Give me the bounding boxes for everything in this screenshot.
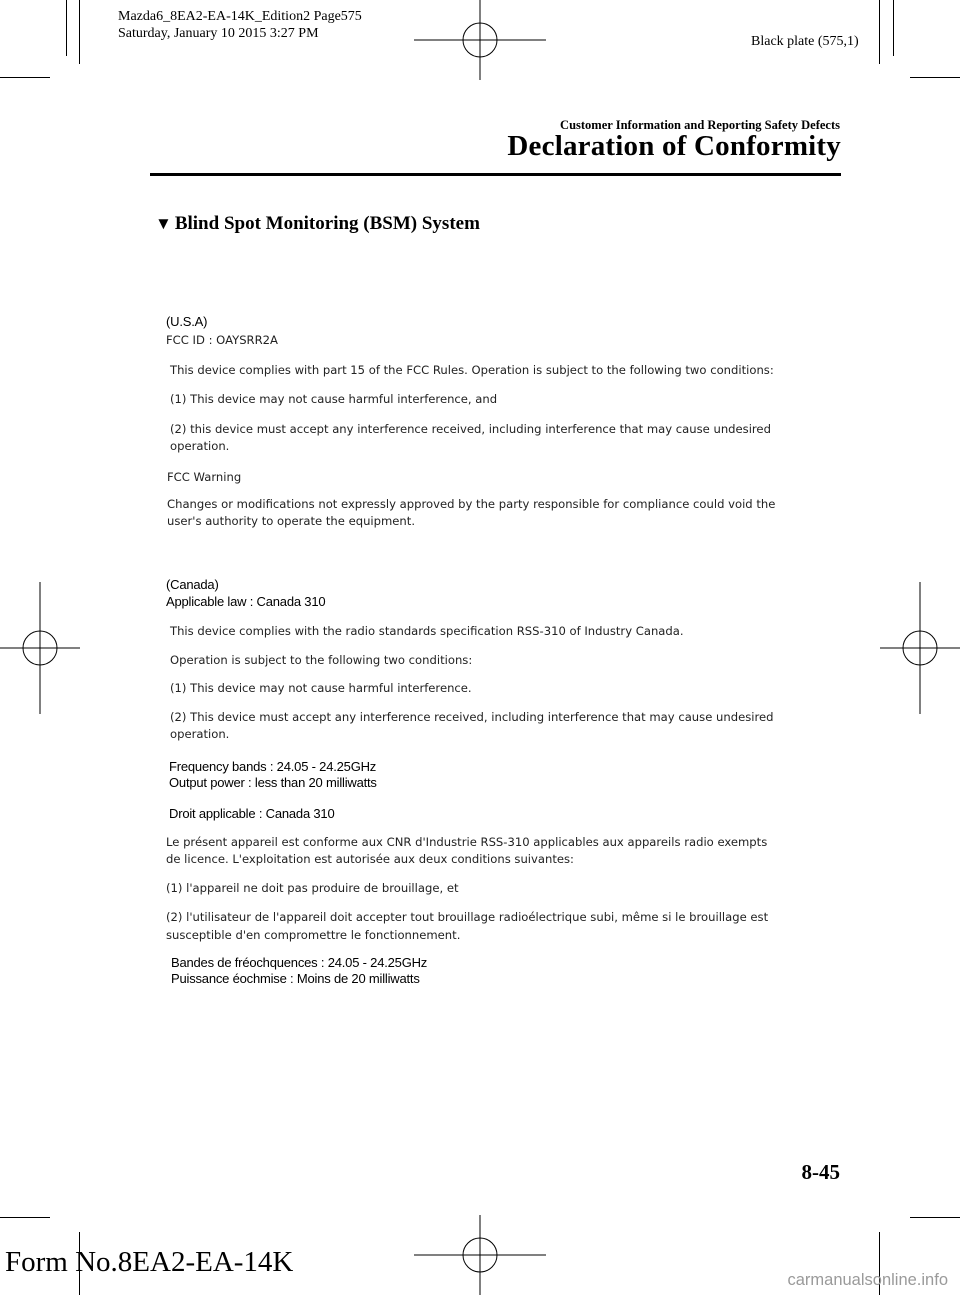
section-label: Customer Information and Reporting Safety Defects [560, 118, 840, 132]
header-rule [150, 173, 841, 176]
fcc-warning-title: FCC Warning [167, 470, 242, 484]
canada-operation-text: Operation is subject to the following two conditions: [170, 653, 473, 667]
usa-condition-2-line-2: operation. [170, 439, 230, 453]
canada-condition-2-line-1: (2) This device must accept any interference received, including interference that may cause undesired [170, 710, 774, 724]
down-triangle-icon: ▼ [155, 214, 172, 233]
canada-frequency-bands: Frequency bands : 24.05 - 24.25GHz [169, 759, 377, 774]
french-condition-2-line-2: susceptible d'en compromettre le fonctionnement. [166, 928, 461, 942]
french-frequency-bands: Bandes de fréochquences : 24.05 - 24.25GHz [171, 955, 428, 970]
crop-mark-top-left-v2 [79, 0, 80, 64]
section-heading-title: Blind Spot Monitoring (BSM) System [174, 213, 480, 234]
registration-mark-right [880, 582, 960, 714]
crop-mark-bottom-left-h [0, 1217, 50, 1218]
usa-condition-1: (1) This device may not cause harmful interference, and [170, 392, 498, 406]
canada-applicable-law: Applicable law : Canada 310 [166, 594, 326, 609]
registration-mark-top [414, 0, 546, 80]
french-condition-2-line-1: (2) l'utilisateur de l'appareil doit accepter tout brouillage radioélectrique subi, même si le brouillage est [166, 910, 769, 924]
section-heading [155, 213, 480, 235]
canada-output-power: Output power : less than 20 milliwatts [169, 775, 377, 790]
black-plate-label: Black plate (575,1) [751, 34, 859, 49]
registration-mark-bottom [414, 1215, 546, 1295]
registration-mark-left [0, 582, 80, 714]
canada-condition-2-line-2: operation. [170, 727, 230, 741]
usa-fcc-id: FCC ID : OAYSRR2A [166, 333, 278, 347]
usa-compliance-text: This device complies with part 15 of the FCC Rules. Operation is subject to the following two conditions: [170, 363, 774, 377]
fcc-warning-line-1: Changes or modifications not expressly approved by the party responsible for compliance could void the [167, 497, 776, 511]
canada-condition-1: (1) This device may not cause harmful interference. [170, 681, 472, 695]
usa-condition-2-line-1: (2) this device must accept any interference received, including interference that may cause undesired [170, 422, 771, 436]
canada-region-label: (Canada) [166, 577, 219, 592]
usa-region-label: (U.S.A) [166, 314, 208, 329]
french-condition-1: (1) l'appareil ne doit pas produire de brouillage, et [166, 881, 459, 895]
crop-mark-bottom-right-h [910, 1217, 960, 1218]
print-date-line: Saturday, January 10 2015 3:27 PM [118, 26, 319, 41]
print-meta [118, 8, 362, 42]
canada-compliance-text: This device complies with the radio standards specification RSS-310 of Industry Canada. [170, 624, 684, 638]
french-output-power: Puissance éochmise : Moins de 20 milliwatts [171, 971, 420, 986]
crop-mark-top-left-h [0, 77, 50, 78]
watermark-link[interactable]: carmanualsonline.info [787, 1271, 948, 1289]
french-paragraph-line-1: Le présent appareil est conforme aux CNR d'Industrie RSS-310 applicables aux appareils radio exempts [166, 835, 768, 849]
form-number: Form No.8EA2-EA-14K [5, 1246, 294, 1278]
page-number: 8-45 [801, 1160, 840, 1184]
fcc-warning-line-2: user's authority to operate the equipment. [167, 514, 416, 528]
crop-mark-top-right-h [910, 77, 960, 78]
chapter-title: Declaration of Conformity [507, 130, 841, 162]
crop-mark-top-right-v2 [879, 0, 880, 64]
french-applicable-law: Droit applicable : Canada 310 [169, 806, 335, 821]
crop-mark-top-right-v [893, 0, 894, 56]
crop-mark-top-left-v [66, 0, 67, 56]
print-file-line: Mazda6_8EA2-EA-14K_Edition2 Page575 [118, 9, 362, 24]
french-paragraph-line-2: de licence. L'exploitation est autorisée aux deux conditions suivantes: [166, 852, 574, 866]
